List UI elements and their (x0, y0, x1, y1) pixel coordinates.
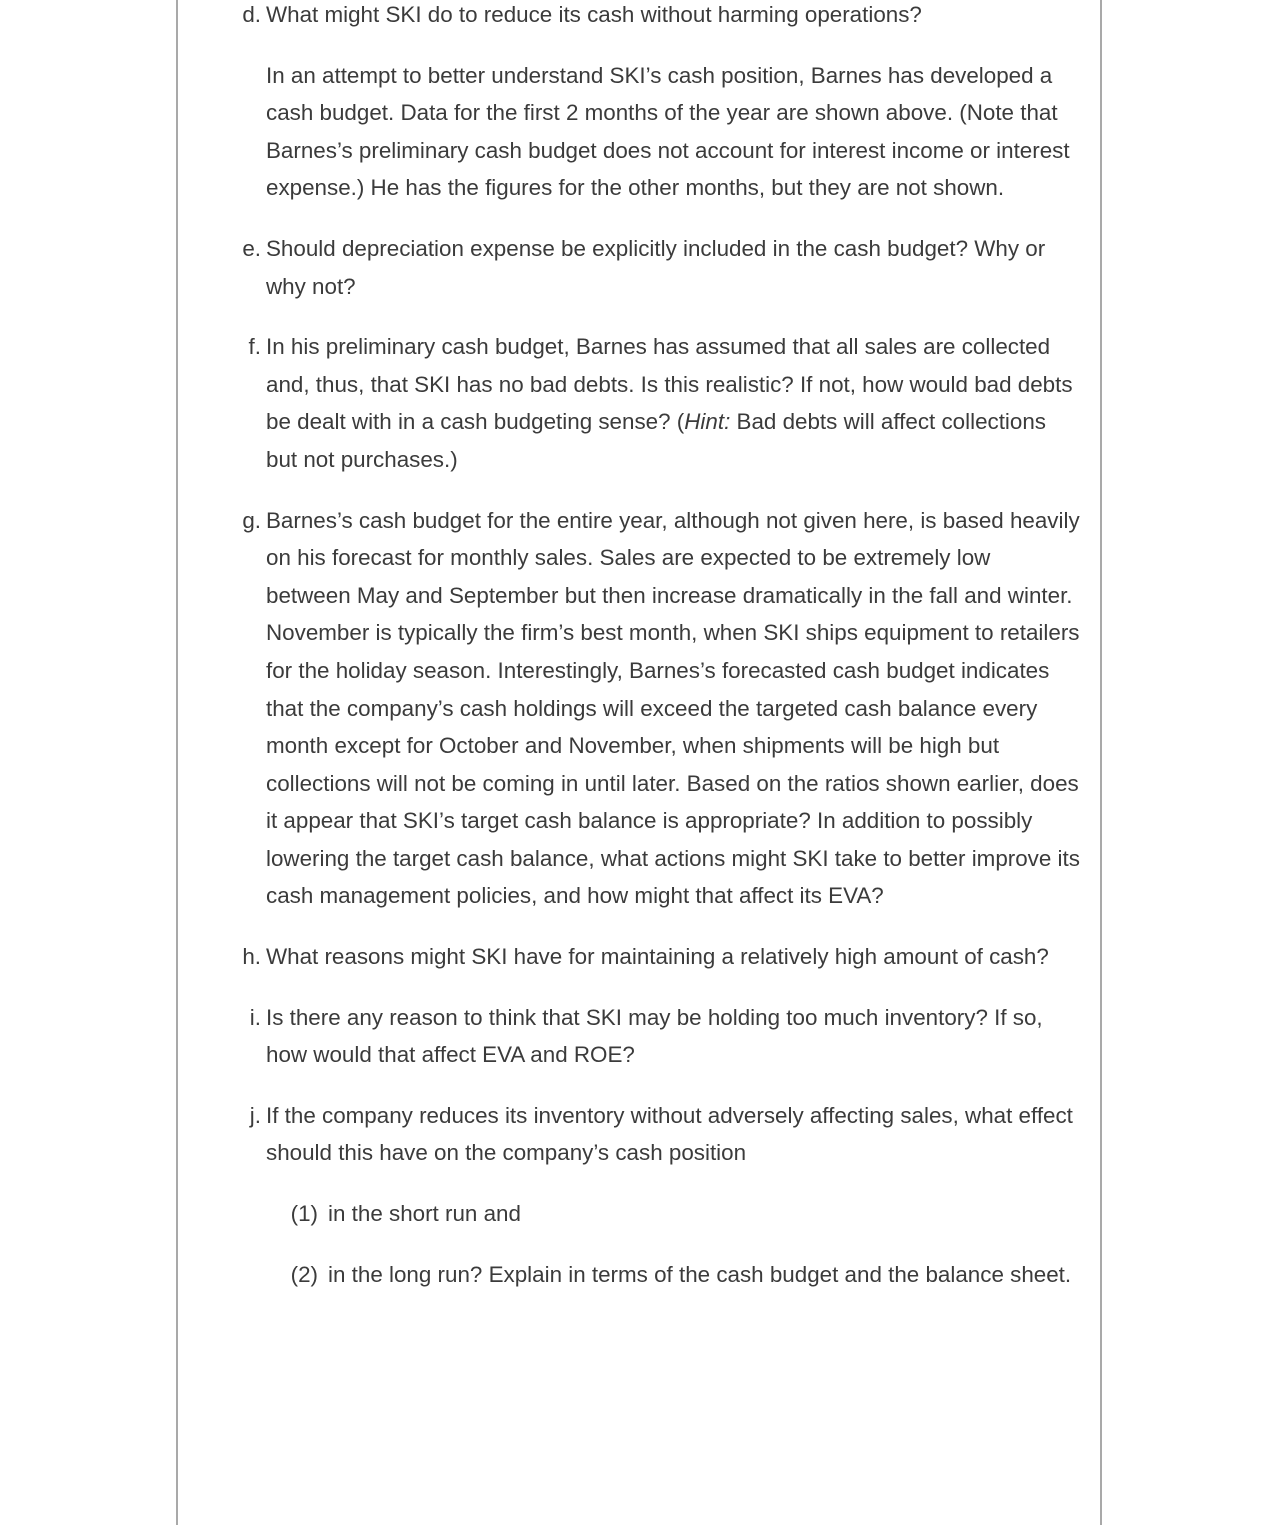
question-d (242, 0, 1081, 207)
question-text (266, 328, 1081, 478)
question-text: Barnes’s cash budget for the entire year, although not given here, is based heavily on his forecast for monthly sales. Sales are expected to be extremely low between May and September but then increase dramatically in the fall and winter. November is typically the firm’s best month, when SKI ships equipment to retailers for the holiday season. Interestingly, Barnes’s forecasted cash budget indicates that the company’s cash holdings will exceed the targeted cash balance every month except for October and November, when shipments will be high but collections will not be coming in until later. Based on the ratios shown earlier, does it appear that SKI’s target cash balance is appropriate? In addition to possibly lowering the target cash balance, what actions might SKI take to better improve its cash management policies, and how might that affect its EVA? (266, 507, 1080, 909)
sub-question-number: (1) (290, 1201, 318, 1227)
sub-question-2 (290, 1256, 1081, 1294)
question-letter: i. (249, 1004, 261, 1030)
question-letter: h. (242, 944, 261, 970)
sub-question-1 (290, 1195, 1081, 1233)
sub-question-number: (2) (290, 1261, 318, 1287)
question-j (249, 1097, 1081, 1293)
question-letter: e. (242, 235, 261, 261)
question-text: What reasons might SKI have for maintaining a relatively high amount of cash? (266, 944, 1049, 970)
question-letter: j. (249, 1102, 261, 1128)
sub-question-text: in the long run? Explain in terms of the cash budget and the balance sheet. (328, 1261, 1072, 1287)
question-text: Is there any reason to think that SKI may be holding too much inventory? If so, how would that affect EVA and ROE? (266, 1004, 1043, 1068)
question-text: If the company reduces its inventory without adversely affecting sales, what effect should this have on the company’s cash position (266, 1102, 1073, 1166)
question-text: Should depreciation expense be explicitly included in the cash budget? Why or why not? (266, 235, 1046, 299)
question-letter: d. (242, 2, 261, 27)
question-g (242, 502, 1081, 916)
question-text: What might SKI do to reduce its cash without harming operations? (266, 2, 922, 27)
question-letter: g. (242, 507, 261, 533)
question-e (242, 230, 1081, 305)
question-i (249, 999, 1081, 1074)
question-f (248, 328, 1081, 478)
hint-label: Hint: (684, 409, 731, 435)
question-text-start: In his preliminary cash budget, Barnes has assumed that all sales are collected and, thus, that SKI has no bad debts. Is this realistic? If not, how would bad debts be dealt with in a cash budgeting sense? ( (266, 334, 1073, 435)
sub-question-text: in the short run and (328, 1201, 521, 1227)
cash-budget-paragraph: In an attempt to better understand SKI’s cash position, Barnes has developed a cash budget. Data for the first 2 months of the year are shown above. (Note that Barnes’s preliminary cash budget does not account for interest income or interest expense.) He has the figures for the other months, but they are not shown. (266, 62, 1070, 201)
question-text-end: Bad debts will affect collections but not purchases.) (266, 409, 1047, 472)
question-list (242, 0, 1081, 1316)
question-h (242, 938, 1081, 976)
document-page (176, 0, 1102, 1525)
sub-question-list (266, 1195, 1081, 1293)
question-letter: f. (248, 334, 261, 360)
